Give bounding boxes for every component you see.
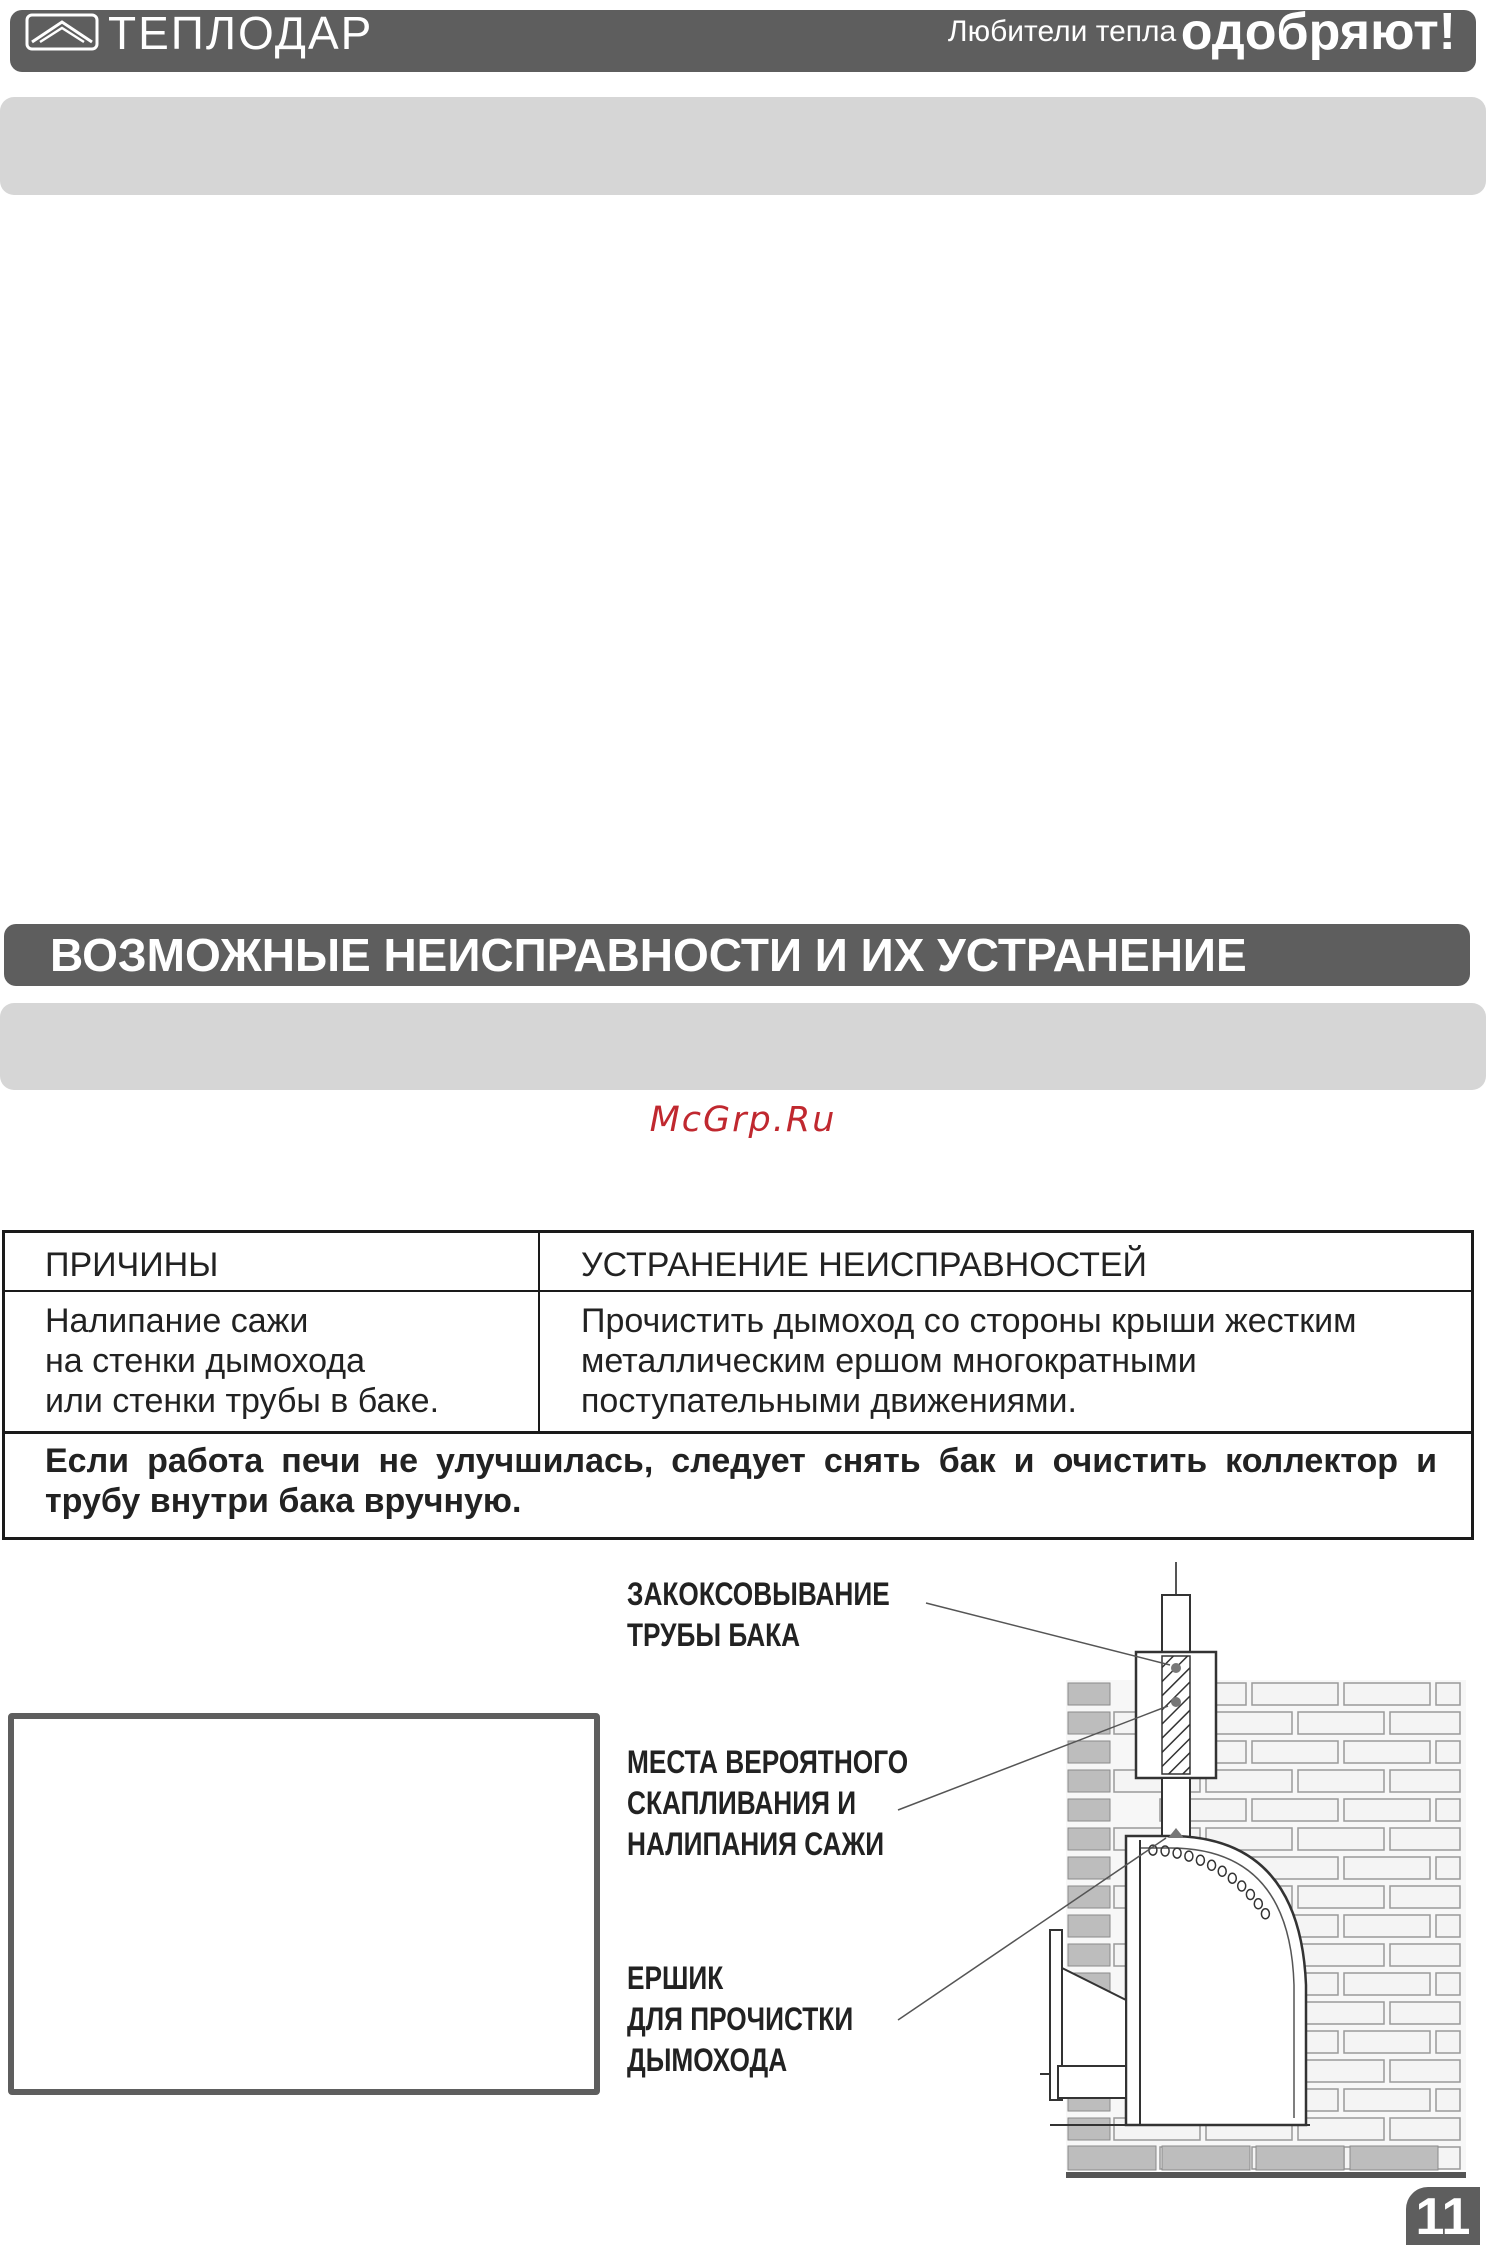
table-divider-header: [5, 1290, 1471, 1292]
watermark-link[interactable]: McGrp.Ru: [649, 1100, 837, 1140]
troubleshooting-table: [2, 1230, 1474, 1540]
leader-line: [926, 1603, 1170, 1665]
slogan-bold: одобряют!: [1180, 3, 1456, 61]
table-divider-vertical: [538, 1233, 540, 1433]
brand-name: ТЕПЛОДАР: [108, 7, 374, 59]
callout-line: ДЛЯ ПРОЧИСТКИ: [627, 2001, 854, 2037]
page-number: 11: [1406, 2187, 1480, 2245]
callout-line: ЗАКОКСОВЫВАНИЕ: [627, 1576, 890, 1612]
callout-line: ТРУБЫ БАКА: [627, 1617, 801, 1653]
callout-line: НАЛИПАНИЯ САЖИ: [627, 1826, 885, 1862]
table-header-fix: УСТРАНЕНИЕ НЕИСПРАВНОСТЕЙ: [581, 1246, 1147, 1284]
soot-hatch: [1162, 1656, 1190, 1774]
stove-chimney-diagram: [600, 1555, 1486, 2195]
slogan: [948, 2, 1456, 62]
table-cell-fix: [581, 1301, 1356, 1421]
table-note: Если работа печи не улучшилась, следует снять бак и очистить коллектор и трубу внутри бака вручную.: [45, 1442, 1437, 1520]
callout-line: ЕРШИК: [627, 1960, 724, 1996]
fix-line: Прочистить дымоход со стороны крыши жестким: [581, 1302, 1357, 1340]
cause-line: Налипание сажи: [45, 1302, 309, 1340]
table-header-causes: ПРИЧИНЫ: [45, 1246, 219, 1284]
fix-line: металлическим ершом многократными: [581, 1342, 1197, 1380]
grey-band-top: [0, 97, 1486, 195]
table-cell-cause: [45, 1301, 439, 1421]
empty-frame: [8, 1713, 600, 2095]
fix-line: поступательными движениями.: [581, 1382, 1077, 1420]
logo-house-icon: [24, 12, 100, 52]
cause-line: или стенки трубы в баке.: [45, 1382, 440, 1420]
table-divider-note: [5, 1431, 1471, 1434]
callout-line: МЕСТА ВЕРОЯТНОГО: [627, 1744, 909, 1780]
section-title: ВОЗМОЖНЫЕ НЕИСПРАВНОСТИ И ИХ УСТРАНЕНИЕ: [50, 929, 1247, 981]
slogan-thin: Любители тепла: [947, 15, 1177, 48]
cause-line: на стенки дымохода: [45, 1342, 366, 1380]
callout-line: СКАПЛИВАНИЯ И: [627, 1785, 857, 1821]
callout-line: ДЫМОХОДА: [627, 2042, 788, 2078]
grey-band-mid: [0, 1003, 1486, 1090]
